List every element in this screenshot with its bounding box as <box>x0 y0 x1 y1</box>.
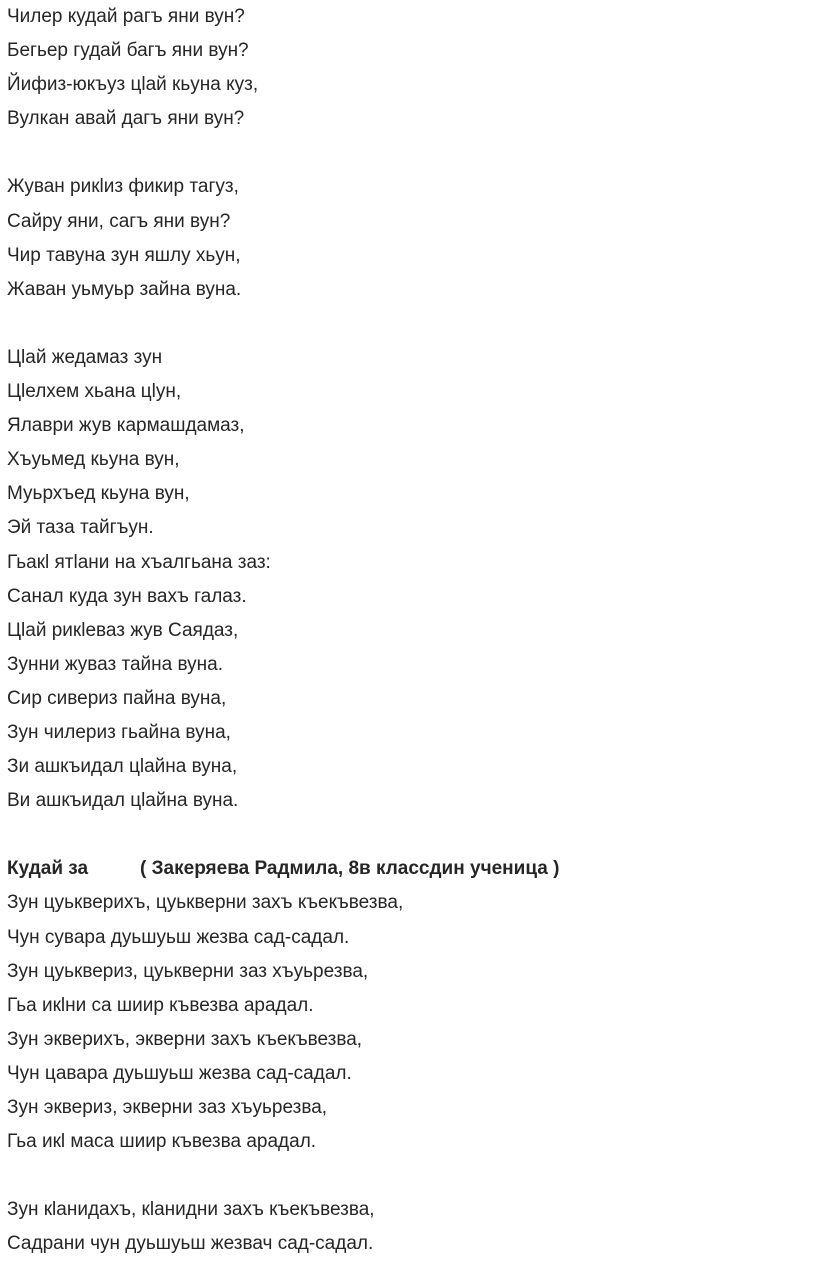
poem-line: Чир тавуна зун яшлу хьун, <box>7 244 241 266</box>
poem-line: Цlай рикlеваз жув Саядаз, <box>7 619 239 641</box>
stanza-gap <box>7 1159 807 1193</box>
poem-line: Йифиз-юкъуз цlай кьуна куз, <box>7 74 259 96</box>
poem-line: Гьа икl маса шиир къвезва арадал. <box>7 1131 317 1153</box>
poem-line: Зун экверихъ, экверни захъ къекъвезва, <box>7 1028 363 1050</box>
poem-line: Зун цуьквериз, цуькверни заз хъуьрезва, <box>7 960 369 982</box>
stanza-5 <box>7 1193 807 1261</box>
stanza-2 <box>7 170 807 306</box>
poem-line: Зун кlанидахъ, кlанидни захъ къекъвезва, <box>7 1199 375 1221</box>
stanza-gap <box>7 818 807 852</box>
poem-line: Жуван рикlиз фикир тагуз, <box>7 176 239 198</box>
poem-heading <box>7 852 807 886</box>
poem-line: Зунни жуваз тайна вуна. <box>7 653 224 675</box>
poem-line: Гьа икlни са шиир къвезва арадал. <box>7 994 314 1016</box>
poem-line: Жаван уьмуьр зайна вуна. <box>7 278 242 300</box>
poem-line: Муьрхъед кьуна вун, <box>7 483 190 505</box>
poem-line: Садрани чун дуьшуьш жезвач сад-садал. <box>7 1233 374 1255</box>
poem-line: Бегьер гудай багъ яни вун? <box>7 40 249 62</box>
poem-line: Цlай жедамаз зун <box>7 346 163 368</box>
poem-line: Сайру яни, сагъ яни вун? <box>7 210 231 232</box>
poem-line: Цlелхем хьана цlун, <box>7 381 182 403</box>
poem-line: Сир сивериз пайна вуна, <box>7 687 227 709</box>
poem-line: Эй таза тайгъун. <box>7 517 154 539</box>
stanza-gap <box>7 307 807 341</box>
poem-line: Зи ашкъидал цlайна вуна, <box>7 756 238 778</box>
poem-line: Вулкан авай дагъ яни вун? <box>7 108 245 130</box>
poem-line: Зун цуькверихъ, цуькверни захъ къекъвезва, <box>7 892 404 914</box>
poem-line: Чилер кудай рагъ яни вун? <box>7 6 245 27</box>
poem-line: Чун цавара дуьшуьш жезва сад-садал. <box>7 1062 352 1084</box>
document-page <box>7 0 807 1261</box>
stanza-gap <box>7 136 807 170</box>
poem-line: Санал куда зун вахъ галаз. <box>7 585 247 607</box>
stanza-4 <box>7 886 807 1159</box>
stanza-3 <box>7 341 807 818</box>
poem-line: Ялаври жув кармашдамаз, <box>7 415 245 437</box>
stanza-1 <box>7 0 807 136</box>
poem-line: Зун эквериз, экверни заз хъуьрезва, <box>7 1097 328 1118</box>
poem-title: Кудай за <box>7 858 89 880</box>
poem-line: Зун чилериз гьайна вуна, <box>7 721 231 743</box>
poem-line: Хъуьмед кьуна вун, <box>7 449 180 471</box>
poem-line: Гьакl ятlани на хъалгьана заз: <box>7 551 271 573</box>
poem-line: Ви ашкъидал цlайна вуна. <box>7 790 239 812</box>
poem-author: ( Закеряева Радмила, 8в классдин ученица ) <box>140 858 560 880</box>
poem-line: Чун сувара дуьшуьш жезва сад-садал. <box>7 926 350 948</box>
